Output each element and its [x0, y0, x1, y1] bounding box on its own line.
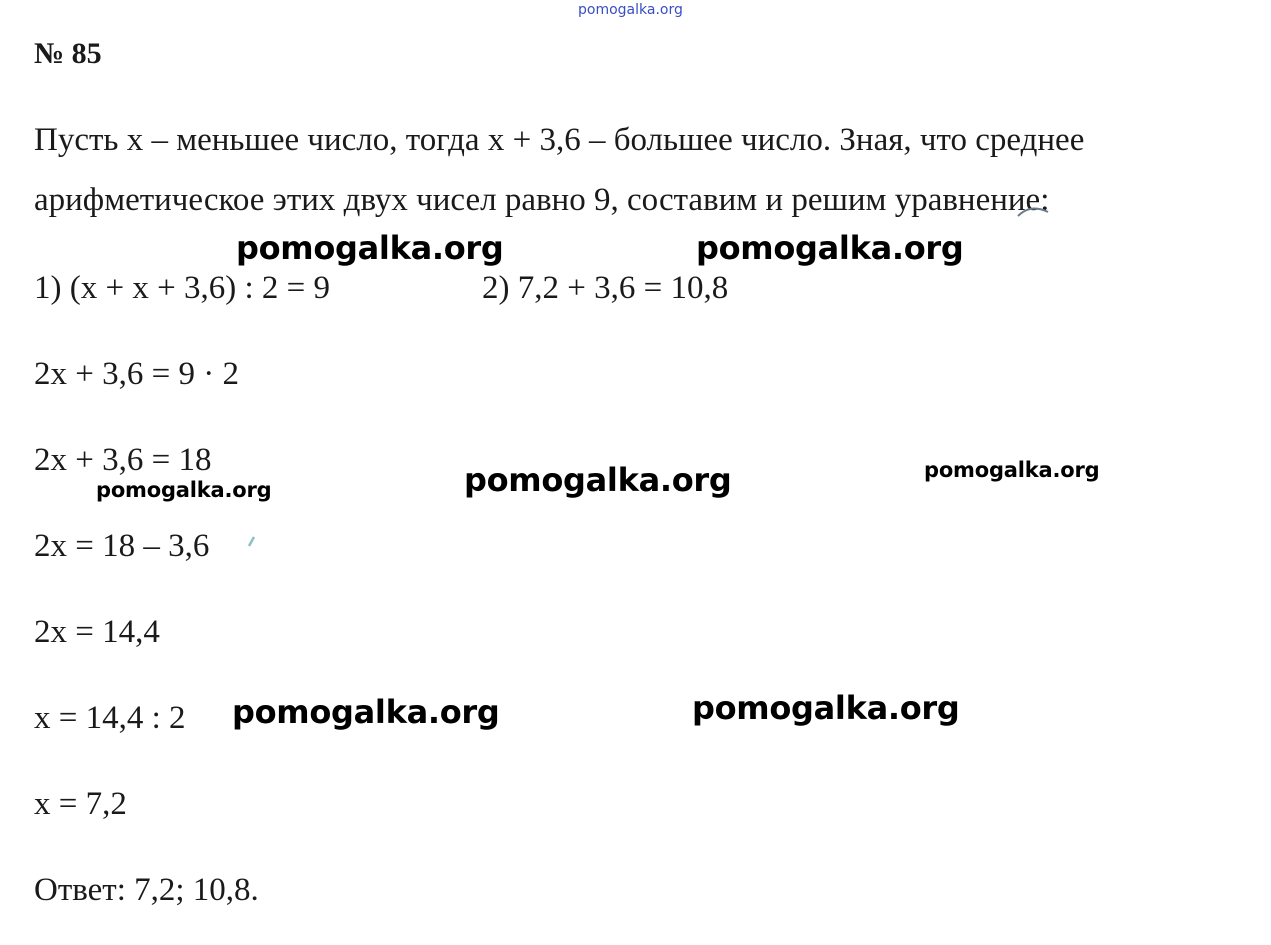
equation-6: x = 7,2 — [34, 786, 127, 822]
watermark: pomogalka.org — [692, 689, 960, 727]
problem-title: № 85 — [34, 37, 102, 70]
scan-artifact-mark — [1016, 204, 1050, 220]
step-1: 1) (x + x + 3,6) : 2 = 9 — [34, 270, 330, 306]
watermark: pomogalka.org — [924, 458, 1100, 482]
watermark: pomogalka.org — [232, 693, 500, 731]
intro-line-2: арифметическое этих двух чисел равно 9, составим и решим уравнение: — [34, 182, 1050, 218]
answer: Ответ: 7,2; 10,8. — [34, 872, 259, 908]
equation-3: 2x = 18 – 3,6 — [34, 528, 210, 564]
watermark: pomogalka.org — [464, 461, 732, 499]
watermark: pomogalka.org — [236, 229, 504, 267]
equation-2: 2x + 3,6 = 18 — [34, 442, 212, 478]
header-watermark: pomogalka.org — [578, 2, 683, 18]
intro-line-1: Пусть x – меньшее число, тогда x + 3,6 – большее число. Зная, что среднее — [34, 122, 1085, 158]
equation-1: 2x + 3,6 = 9 · 2 — [34, 356, 239, 392]
watermark: pomogalka.org — [696, 229, 964, 267]
equation-5: x = 14,4 : 2 — [34, 700, 186, 736]
watermark: pomogalka.org — [96, 478, 272, 502]
step-2: 2) 7,2 + 3,6 = 10,8 — [482, 270, 729, 306]
scan-artifact-dot — [246, 534, 258, 548]
equation-4: 2x = 14,4 — [34, 614, 160, 650]
